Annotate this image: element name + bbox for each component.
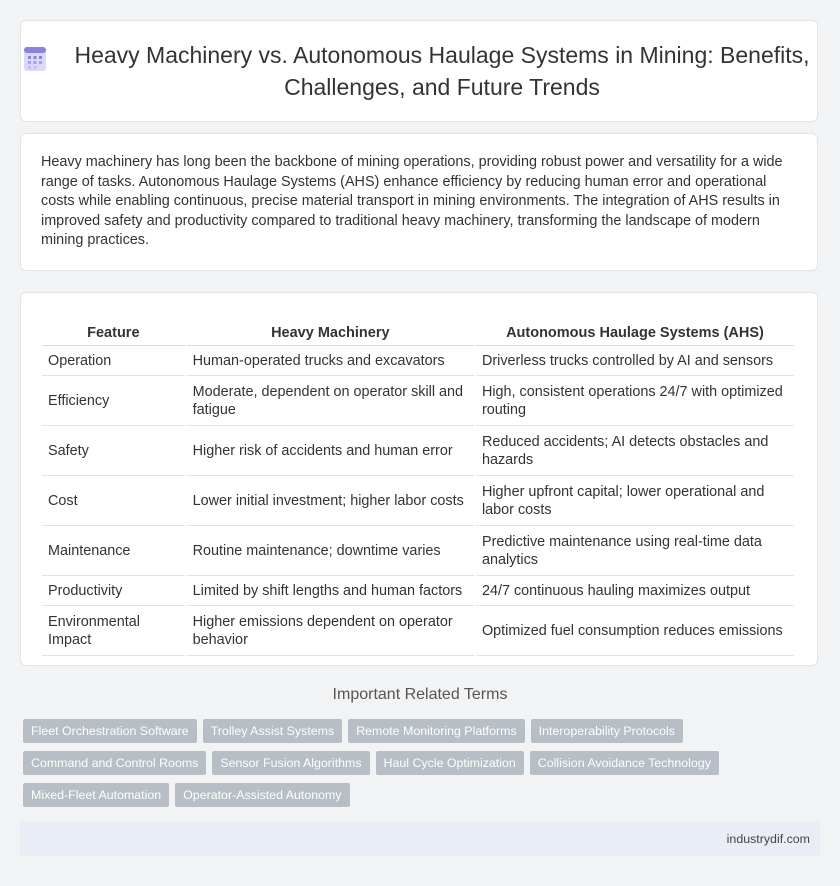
- related-term-tag[interactable]: Command and Control Rooms: [23, 751, 206, 775]
- feature-cell: Operation: [42, 346, 185, 376]
- heavy-machinery-cell: Human-operated trucks and excavators: [187, 346, 474, 376]
- table-row: [42, 576, 794, 606]
- footer-bar: [20, 822, 820, 856]
- feature-cell: Productivity: [42, 576, 185, 606]
- table-row: [42, 376, 794, 426]
- related-term-tag[interactable]: Trolley Assist Systems: [203, 719, 342, 743]
- ahs-cell: 24/7 continuous hauling maximizes output: [476, 576, 794, 606]
- related-term-tag[interactable]: Interoperability Protocols: [531, 719, 683, 743]
- ahs-cell: Optimized fuel consumption reduces emissions: [476, 606, 794, 656]
- related-term-tag[interactable]: Sensor Fusion Algorithms: [212, 751, 369, 775]
- column-header-feature: Feature: [42, 313, 185, 346]
- ahs-cell: Higher upfront capital; lower operational and labor costs: [476, 476, 794, 526]
- related-term-tag[interactable]: Haul Cycle Optimization: [376, 751, 524, 775]
- column-header-ahs: Autonomous Haulage Systems (AHS): [476, 313, 794, 346]
- comparison-card: [20, 292, 818, 666]
- ahs-cell: Predictive maintenance using real-time data analytics: [476, 526, 794, 576]
- related-terms-list: [23, 719, 813, 815]
- feature-cell: Safety: [42, 426, 185, 476]
- site-name[interactable]: industrydif.com: [726, 832, 810, 846]
- table-row: [42, 346, 794, 376]
- intro-card: [20, 133, 818, 271]
- ahs-cell: Driverless trucks controlled by AI and sensors: [476, 346, 794, 376]
- related-term-tag[interactable]: Operator-Assisted Autonomy: [175, 783, 349, 807]
- feature-cell: Environmental Impact: [42, 606, 185, 656]
- heavy-machinery-cell: Lower initial investment; higher labor costs: [187, 476, 474, 526]
- heavy-machinery-cell: Limited by shift lengths and human factors: [187, 576, 474, 606]
- related-term-tag[interactable]: Mixed-Fleet Automation: [23, 783, 169, 807]
- related-term-tag[interactable]: Remote Monitoring Platforms: [348, 719, 524, 743]
- intro-paragraph: Heavy machinery has long been the backbone of mining operations, providing robust power and versatility for a wide range of tasks. Autonomous Haulage Systems (AHS) enhance efficiency by reducing human error and operational costs while enabling continuous, precise material transport in mining environments. The integration of AHS results in improved safety and productivity compared to traditional heavy machinery, transforming the landscape of modern mining practices.: [41, 154, 783, 248]
- title-card: [20, 20, 818, 122]
- related-term-tag[interactable]: Collision Avoidance Technology: [530, 751, 719, 775]
- ahs-cell: High, consistent operations 24/7 with optimized routing: [476, 376, 794, 426]
- table-row: [42, 526, 794, 576]
- feature-cell: Efficiency: [42, 376, 185, 426]
- table-row: [42, 606, 794, 656]
- page-title: Heavy Machinery vs. Autonomous Haulage Systems in Mining: Benefits, Challenges, and Future Trends: [74, 42, 810, 100]
- heavy-machinery-cell: Moderate, dependent on operator skill and fatigue: [187, 376, 474, 426]
- related-term-tag[interactable]: Fleet Orchestration Software: [23, 719, 197, 743]
- related-terms-heading: Important Related Terms: [332, 686, 508, 703]
- feature-cell: Maintenance: [42, 526, 185, 576]
- column-header-heavy-machinery: Heavy Machinery: [187, 313, 474, 346]
- heavy-machinery-cell: Routine maintenance; downtime varies: [187, 526, 474, 576]
- heavy-machinery-cell: Higher risk of accidents and human error: [187, 426, 474, 476]
- table-row: [42, 476, 794, 526]
- table-row: [42, 426, 794, 476]
- document-grid-icon: [21, 45, 49, 73]
- ahs-cell: Reduced accidents; AI detects obstacles and hazards: [476, 426, 794, 476]
- feature-cell: Cost: [42, 476, 185, 526]
- comparison-table: [40, 313, 796, 656]
- heavy-machinery-cell: Higher emissions dependent on operator behavior: [187, 606, 474, 656]
